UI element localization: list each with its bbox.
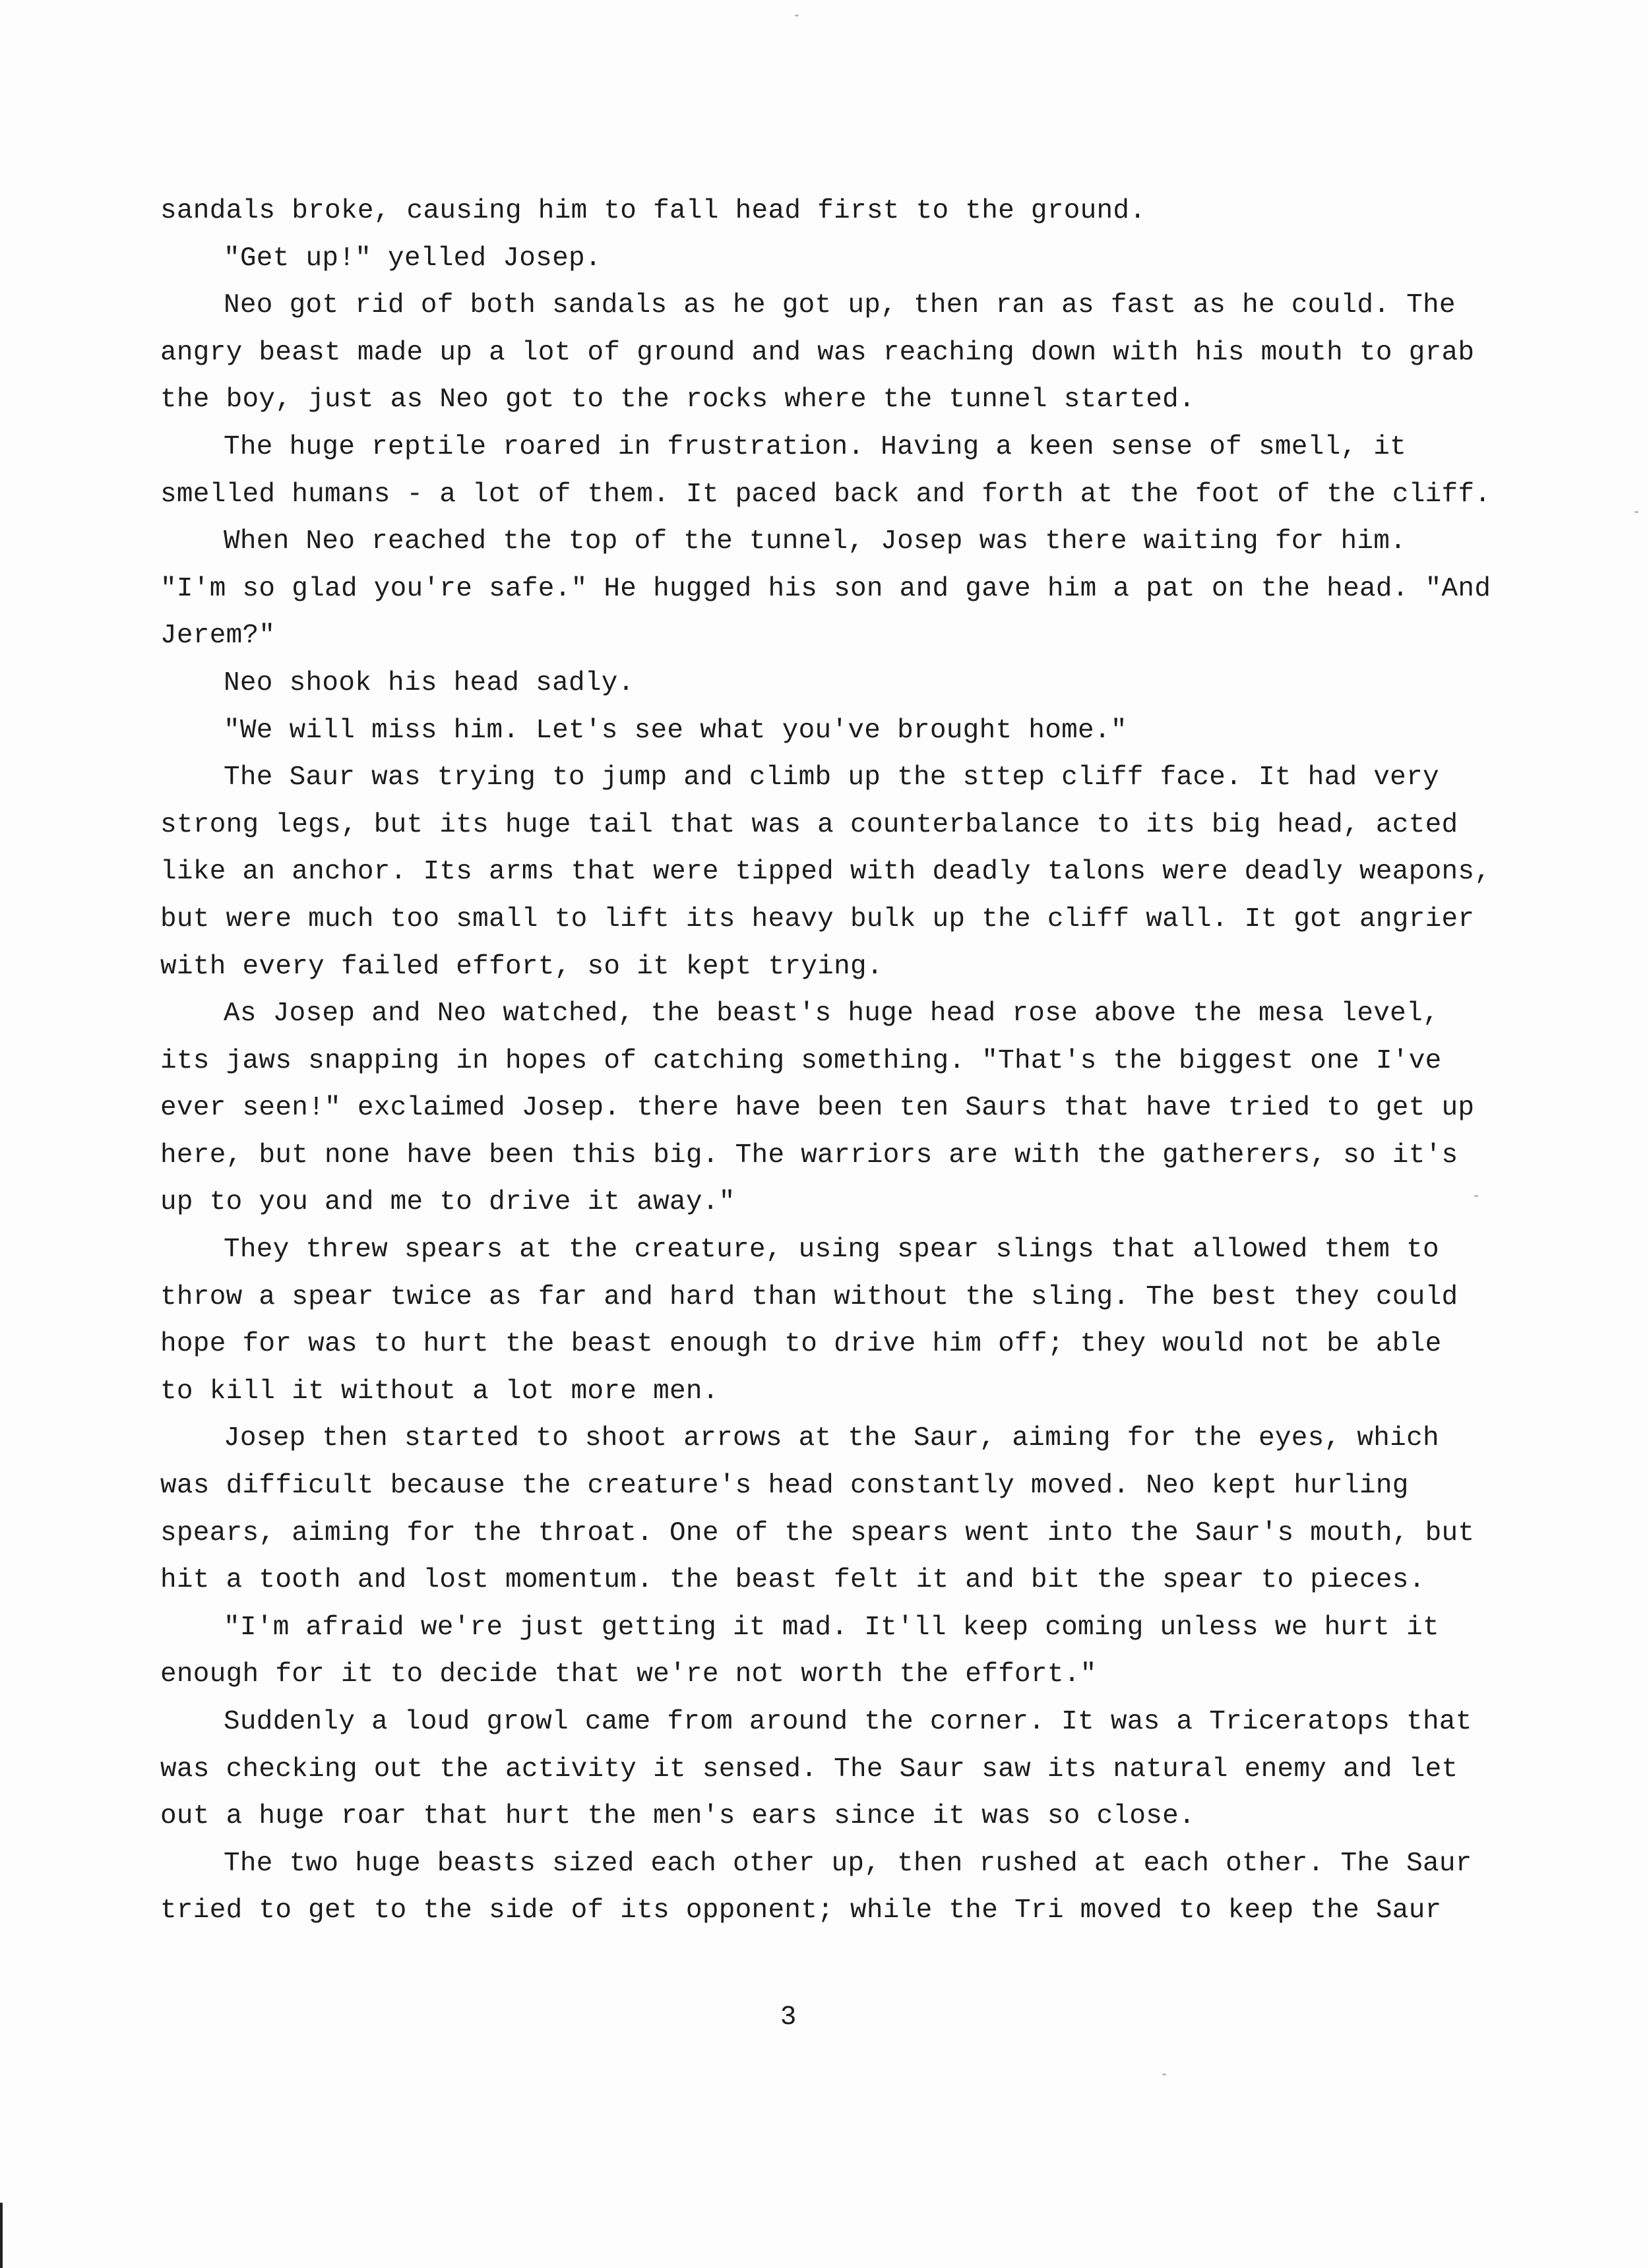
text-line: The Saur was trying to jump and climb up the sttep cliff face. It had very — [224, 762, 1439, 793]
text-line: smelled humans - a lot of them. It paced back and forth at the foot of the cliff. — [160, 479, 1491, 510]
text-line: tried to get to the side of its opponent; while the Tri moved to keep the Saur — [160, 1895, 1442, 1926]
text-line: but were much too small to lift its heavy bulk up the cliff wall. It got angrier — [160, 904, 1475, 935]
text-line: angry beast made up a lot of ground and was reaching down with his mouth to grab — [160, 337, 1475, 368]
text-line: to kill it without a lot more men. — [160, 1376, 719, 1407]
text-line: here, but none have been this big. The warriors are with the gatherers, so it's — [160, 1140, 1458, 1171]
text-line: up to you and me to drive it away." — [160, 1187, 735, 1218]
text-line: "Get up!" yelled Josep. — [224, 243, 602, 274]
text-line: spears, aiming for the throat. One of the spears went into the Saur's mouth, but — [160, 1517, 1475, 1548]
text-line: ever seen!" exclaimed Josep. there have been ten Saurs that have tried to get up — [160, 1093, 1475, 1124]
scan-speck — [1162, 2073, 1166, 2075]
text-line: The two huge beasts sized each other up, then rushed at each other. The Saur — [224, 1848, 1472, 1879]
text-line: "I'm so glad you're safe." He hugged his son and gave him a pat on the head. "And — [160, 573, 1491, 604]
text-line: enough for it to decide that we're not worth the effort." — [160, 1659, 1097, 1690]
text-line: "I'm afraid we're just getting it mad. It'll keep coming unless we hurt it — [224, 1612, 1439, 1643]
text-line: Suddenly a loud growl came from around the corner. It was a Triceratops that — [224, 1707, 1472, 1737]
text-line: hope for was to hurt the beast enough to drive him off; they would not be able — [160, 1329, 1442, 1360]
text-line: As Josep and Neo watched, the beast's huge head rose above the mesa level, — [224, 998, 1439, 1029]
text-line: its jaws snapping in hopes of catching something. "That's the biggest one I've — [160, 1045, 1442, 1076]
text-line: strong legs, but its huge tail that was a counterbalance to its big head, acted — [160, 809, 1458, 840]
scan-edge-mark — [0, 2203, 3, 2268]
page-number: 3 — [780, 2002, 797, 2033]
text-line: The huge reptile roared in frustration. Having a keen sense of smell, it — [224, 431, 1407, 462]
scan-speck — [1634, 511, 1638, 513]
text-line: hit a tooth and lost momentum. the beast felt it and bit the spear to pieces. — [160, 1565, 1425, 1596]
text-line: sandals broke, causing him to fall head first to the ground. — [160, 196, 1146, 226]
text-line: out a huge roar that hurt the men's ears since it was so close. — [160, 1801, 1195, 1832]
text-line: the boy, just as Neo got to the rocks where the tunnel started. — [160, 384, 1195, 415]
scan-speck — [795, 15, 799, 16]
text-line: was checking out the activity it sensed. The Saur saw its natural enemy and let — [160, 1754, 1458, 1785]
text-line: When Neo reached the top of the tunnel, Josep was there waiting for him. — [224, 526, 1407, 557]
text-line: "We will miss him. Let's see what you've brought home." — [224, 715, 1127, 746]
body-text — [160, 188, 1493, 1935]
text-line: with every failed effort, so it kept trying. — [160, 951, 883, 982]
text-line: Josep then started to shoot arrows at the Saur, aiming for the eyes, which — [224, 1423, 1439, 1454]
text-line: Jerem?" — [160, 621, 276, 652]
text-line: throw a spear twice as far and hard than without the sling. The best they could — [160, 1281, 1458, 1312]
text-line: like an anchor. Its arms that were tipped with deadly talons were deadly weapons, — [160, 857, 1491, 888]
text-line: Neo shook his head sadly. — [224, 667, 635, 698]
text-line: Neo got rid of both sandals as he got up, then ran as fast as he could. The — [224, 290, 1456, 321]
text-line: was difficult because the creature's head constantly moved. Neo kept hurling — [160, 1471, 1409, 1502]
text-line: They threw spears at the creature, using spear slings that allowed them to — [224, 1235, 1439, 1266]
